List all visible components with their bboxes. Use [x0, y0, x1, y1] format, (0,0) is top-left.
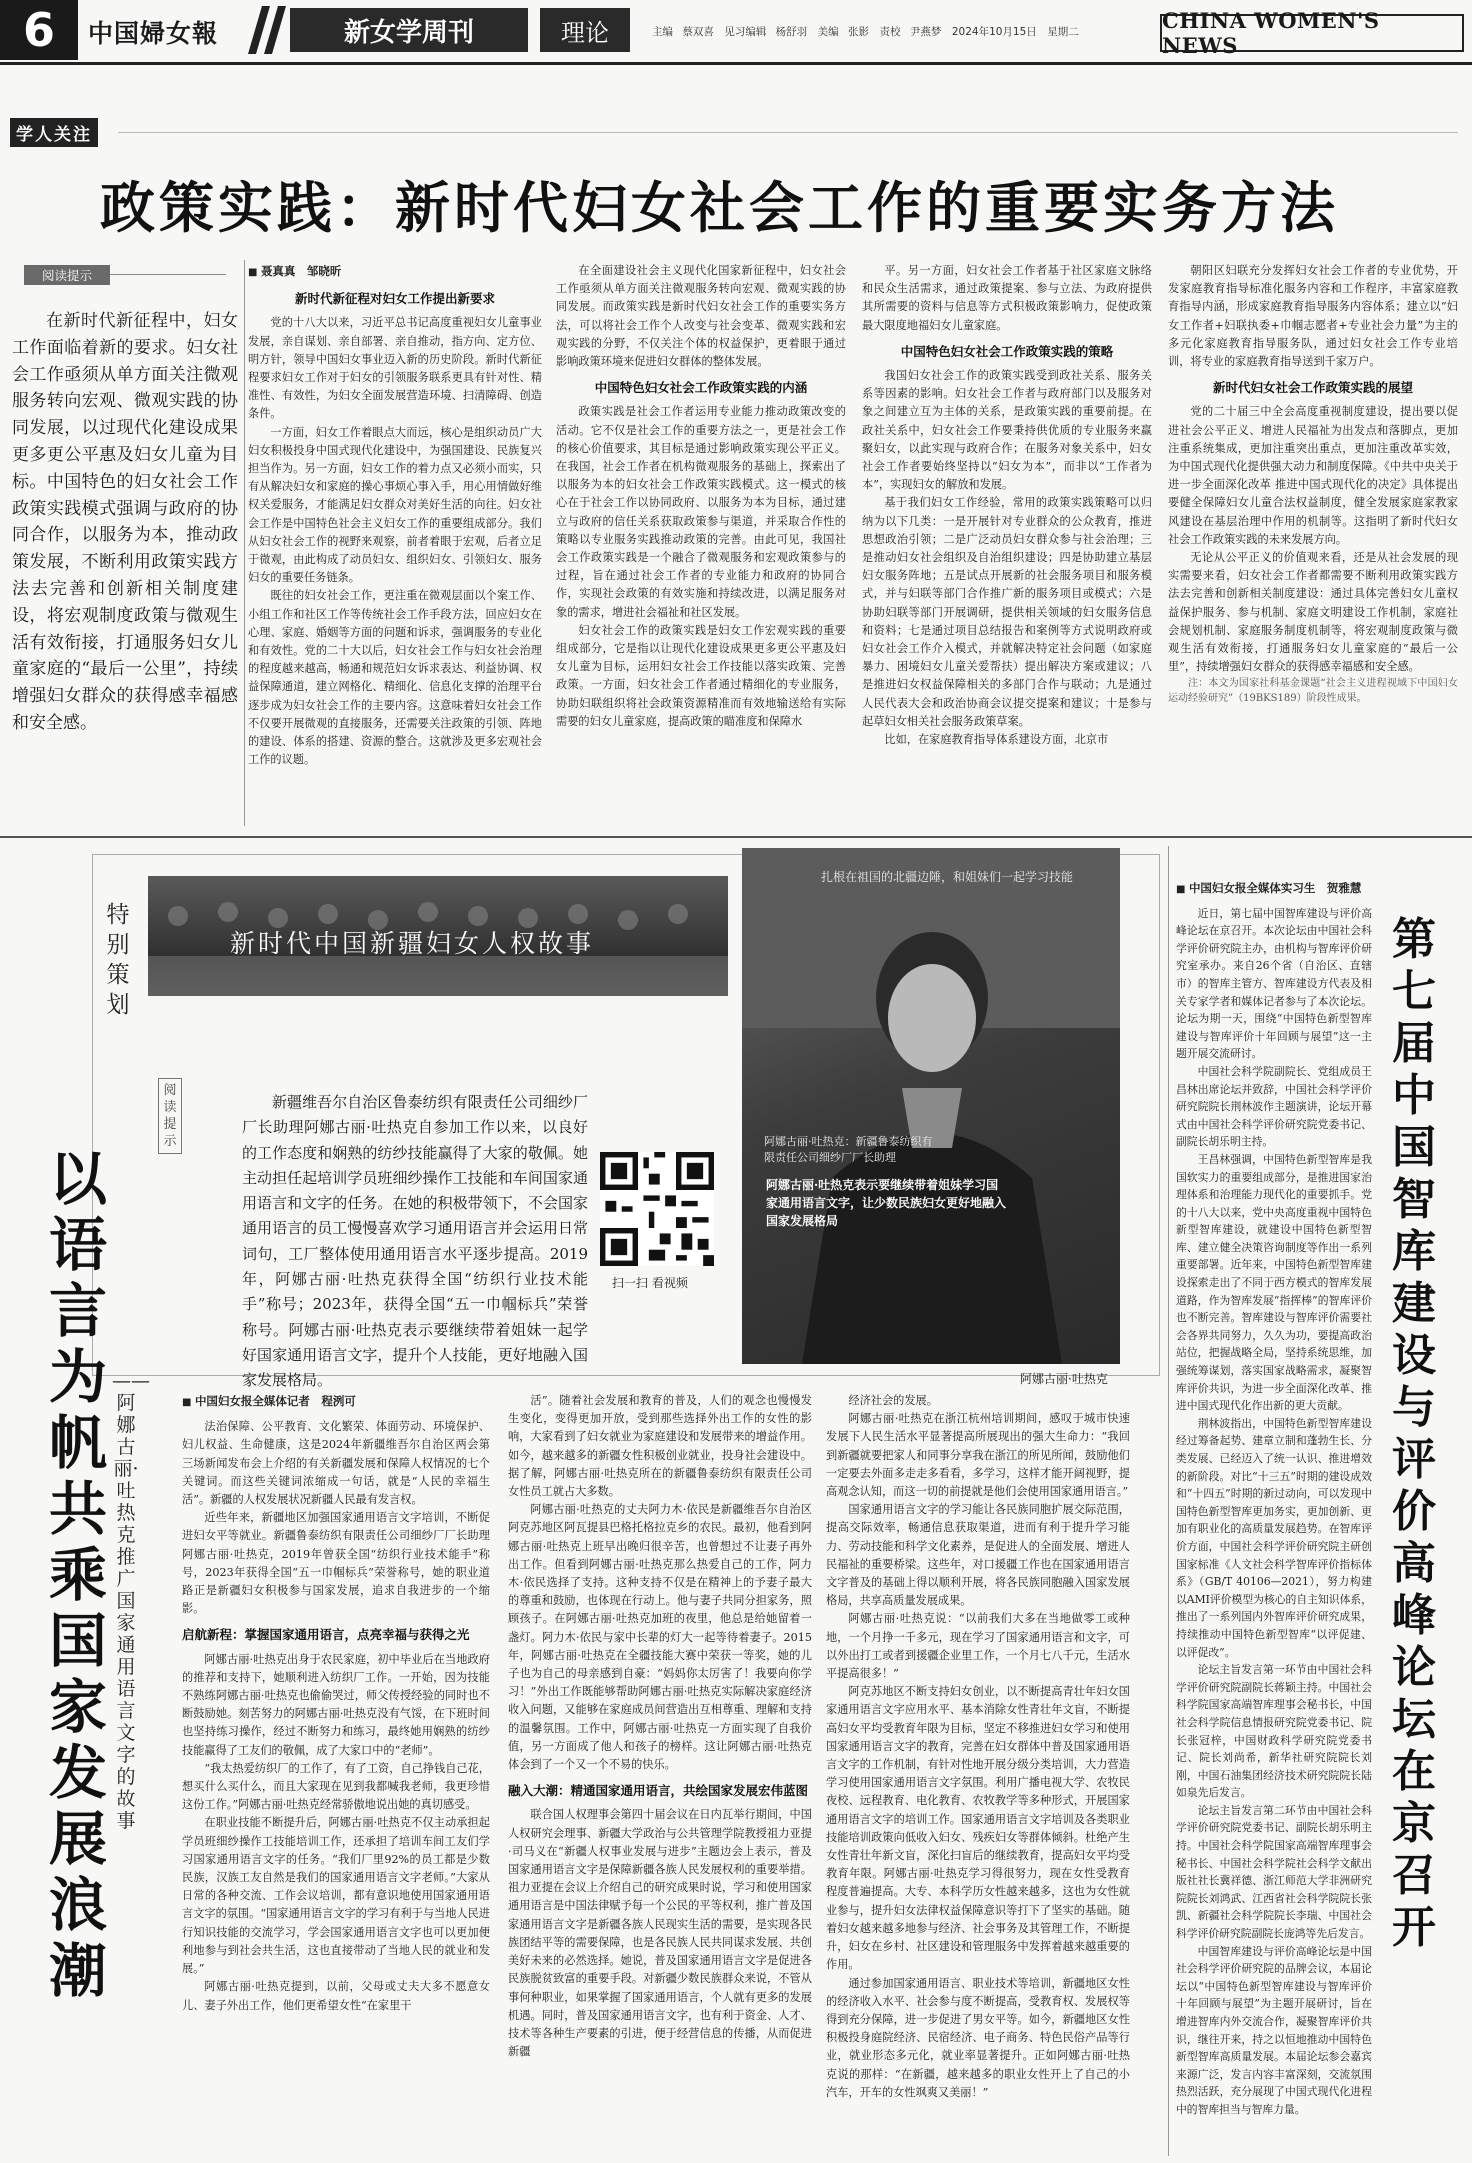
paragraph: 阿娜古丽·吐热克提到，以前，父母或丈夫大多不愿意女儿、妻子外出工作，他们更希望女性“在家里干: [182, 1980, 490, 2012]
main-column-2: [556, 262, 846, 830]
english-masthead: CHINA WOMEN'S NEWS: [1160, 14, 1464, 52]
main-article-title: 政策实践：新时代妇女社会工作的重要实务方法: [100, 175, 1340, 240]
column-label: 学人关注: [10, 118, 98, 147]
section-heading: 中国特色妇女社会工作政策实践的内涵: [594, 380, 808, 396]
paragraph: 在职业技能不断提升后，阿娜古丽·吐热克不仅主动承担起学员班细纱操作工技能培训工作，还承担了培训车间工友们学习国家通用语言文字的任务。“我们厂里92%的员工都是少数民族，汉族工友自然是我们的国家通用语言文字老师。”大家从日常的各种交流、工作会议培训，都有意识地使用国家通用语言文字的氛围。“国家通用语言文字的学习有利于与当地人民进行知识技能的交流学习，学会国家通用语言文字也可以更加便利地参与到社会共生活，这也直接带动了当地人民的就业和发展。”: [182, 1816, 490, 1976]
paragraph: 朝阳区妇联充分发挥妇女社会工作者的专业优势，开发家庭教育指导标准化服务内容和工作程序，丰富家庭教育指导内涵，形成家庭教育指导服务内容体系；建立以“妇女工作者+妇联执委+巾帼志愿者+专业社会力量”为主的多元化家庭教育指导服务队，通过妇女社会工作专业培训，将专业的家庭教育指导送到千家万户。: [1168, 264, 1458, 369]
paragraph: 经济社会的发展。: [848, 1394, 938, 1407]
feature-column-1: [182, 1392, 490, 2154]
paragraph: 无论从公平正义的价值观来看，还是从社会发展的现实需要来看，妇女社会工作者都需要不断利用政策实践方法去完善和创新相关制度建设：通过具体完善妇女儿童权益保护服务、参与机制、家庭文明建设工作机制，家庭社会规划机制、家庭服务制度机制等，将宏观制度政策与微观生活有效衔接，打通服务妇女儿童家庭的“最后一公里”，持续增强妇女群众的获得感幸福感和安全感。: [1168, 551, 1458, 674]
paragraph: 论坛主旨发言第二环节由中国社会科学评价研究院党委书记、副院长胡乐明主持。中国社会科学院国家高端智库理事会秘书长、中国社会科学院社会科学文献出版社社长冀祥德、浙江师范大学非洲研究院院长刘鸿武、江西省社会科学院院长张凯、新疆社会科学院院长李瑞、中国社会科学评价研究院副院长庞鸿等先后发言。: [1176, 1803, 1372, 1941]
header-rule: [0, 62, 1472, 65]
right-vertical-title: 第七届中国智库建设与评价高峰论坛在京召开: [1392, 914, 1436, 1953]
qr-caption: 扫一扫 看视频: [612, 1276, 688, 1290]
qr-code-icon[interactable]: [600, 1152, 714, 1266]
paragraph: 通过参加国家通用语言、职业技术等培训，新疆地区女性的经济收入水平、社会参与度不断提高，受教育权、发展权等得到充分保障，进一步促进了男女平等。如今，新疆地区女性积极投身庭院经济、民宿经济、电子商务、特色民俗产品等行业，就业形态多元化，就业率显著提升。正如阿娜古丽·吐热克说的那样：“在新疆，越来越多的职业女性开上了自己的小汽车，开车的女性飒爽又美丽！”: [826, 1976, 1130, 2099]
paragraph: 既往的妇女社会工作，更注重在微观层面以个案工作、小组工作和社区工作等传统社会工作手段方法，回应妇女在心理、家庭、婚姻等方面的问题和诉求，强调服务的专业化和有效性。党的二十大以后，妇女社会工作与妇女社会治理的程度越来越高，畅通和规范妇女诉求表达、利益协调、权益保障通道，建立网格化、精细化、信息化支撑的治理平台逐步成为妇女社会工作的主要内容。这意味着妇女社会工作不仅要开展微观的直接服务，还需要关注政策的引领、阵地的建设、体系的搭建、资源的整合。这就涉及更多宏观社会工作的议题。: [248, 589, 542, 767]
newspaper-logo: 中国婦女報: [88, 19, 219, 48]
paragraph: 阿娜古丽·吐热克的丈夫阿力木·依民是新疆维吾尔自治区阿克苏地区阿瓦提县巴格托格拉克乡的农民。最初，他看到阿娜古丽·吐热克上班早出晚归很辛苦，也曾想过不让妻子再外出工作。但看到阿娜古丽·吐热克那么热爱自己的工作，阿力木·依民选择了支持。这种支持不仅是在精神上的予妻子最大的尊重和鼓励，也体现在行动上。他与妻子共同分担家务，照顾孩子。在阿娜古丽·吐热克加班的夜里，他总是给她留着一盏灯。阿力木·依民与家中长辈的灯大一起等待着妻子。2015年，阿娜古丽·吐热克在全疆技能大赛中荣获一等奖，她的儿子也为自己的母亲感到自豪：“妈妈你太厉害了！我要向你学习！”外出工作既能够帮助阿娜古丽·吐热克实际解决家庭经济收入问题，又能够在家庭成员间营造出互相尊重、理解和支持的温馨氛围。工作中，阿娜古丽·吐热克一方面实现了自我价值，另一方面成了他人和孩子的榜样。这让阿娜古丽·吐热克体会到了一个又一个不易的快乐。: [508, 1503, 812, 1772]
paragraph: 政策实践是社会工作者运用专业能力推动政策改变的活动。它不仅是社会工作的重要方法之一，更是社会工作的核心价值要求，其目标是通过影响政策实现公平正义。在我国，社会工作者在机构微观服务的基础上，探索出了以服务为本的妇女社会工作政策实践模式。这一模式的核心在于社会工作以协同政府、以服务为本为目标，通过建立与政府的信任关系获取政策参与渠道，并采取合作性的策略以专业服务实践推动政策的完善。由此可见，我国社会工作政策实践是一个融合了微观服务和宏观政策参与的过程，旨在通过社会工作者的专业能力和政府的协同合作，实现社会政策的有效实施和持续改进，以满足服务对象的需求，增进社会福祉和社区发展。: [556, 405, 846, 619]
right-article-column: [1176, 880, 1372, 2156]
section-heading: 中国特色妇女社会工作政策实践的策略: [900, 343, 1114, 359]
editor-meta: 主编 蔡双喜 见习编辑 杨舒羽 美编 张影 责校 尹燕梦 2024年10月15日 星期二: [652, 26, 1079, 38]
lead-summary: 在新时代新征程中，妇女工作面临着新的要求。妇女社会工作亟须从单方面关注微观服务转向宏观、微观实践的协同发展，以过现代化建设成果更多更公平惠及妇女儿童为目标。中国特色的妇女社会工作政策实践模式强调与政府的协同合作，以服务为本，推动政策发展，不断利用政策实践方法去完善和创新相关制度建设，将宏观制度政策与微观生活有效衔接，打通服务妇女儿童家庭的“最后一公里”，持续增强妇女群众的获得感幸福感和安全感。: [12, 311, 238, 733]
main-column-4: [1168, 262, 1458, 830]
paragraph: 论坛主旨发言第一环节由中国社会科学评价研究院副院长蒋颖主持。中国社会科学院国家高端智库理事会秘书长，中国社会科学院信息情报研究院党委书记、院长张冠梓，中国财政科学研究院党委书记、院长刘尚希，新华社研究院院长刘刚，中国石油集团经济技术研究院院长陆如泉先后发言。: [1176, 1663, 1372, 1800]
column-divider: [1168, 846, 1169, 2156]
section-heading: 新时代新征程对妇女工作提出新要求: [294, 291, 495, 307]
paragraph: 联合国人权理事会第四十届会议在日内瓦举行期间，中国人权研究会理事、新疆大学政治与公共管理学院教授祖力亚提·司马义在“新疆人权事业发展与进步”主题边会上表示，普及国家通用语言文字是保障新疆各族人民发展权利的重要举措。祖力亚提在会议上介绍自己的研究成果时说，学习和使用国家通用语言是中国法律赋予每一个公民的平等权利，推广普及国家通用语言文字是新疆各族人民现实生活的需要，是实现各民族团结平等的需要保障，也是各民族人民共同谋求发展、共创美好未来的必然选择。她说，普及国家通用语言文字是促进各民族脱贫致富的重要手段。对新疆少数民族群众来说，不管从事何种职业，如果掌握了国家通用语言，个人就有更多的发展机遇。同时，普及国家通用语言文字，也有利于资金、人才、技术等各种生产要素的引进，便于经营信息的传播，从而促进新疆: [508, 1808, 812, 2059]
photo-caption: 阿娜古丽·吐热克: [1020, 1372, 1108, 1386]
feature-vertical-subtitle: ——阿娜古丽·吐热克推广国家通用语言文字的故事: [112, 1370, 150, 1832]
photo-text-bottom: 阿娜古丽·吐热克表示要继续带着姐妹学习国家通用语言文字，让少数民族妇女更好地融入国家发展格局: [766, 1178, 1007, 1228]
paragraph: 基于我们妇女工作经验，常用的政策实践策略可以归纳为以下几类：一是开展针对专业群众的公众教育，推进思想政治引领；二是广泛动员妇女群众参与社会治理；三是推动妇女社会组织及自治组织建设；四是协助建立基层妇女服务阵地；五是试点开展新的社会服务项目和服务模式，并与妇联等部门合作推广新的服务项目或模式；六是协助妇联等部门开展调研，提供相关领域的妇女服务信息和资料；七是通过项目总结报告和案例等方式说明政府或妇女社会工作介入模式，并就解决特定社会问题（如家庭暴力、困境妇女儿童关爱帮扶）提出解决方案或建议；八是推进妇女权益保障相关的多部门合作与联动；九是通过人民代表大会和政治协商会议提交提案和建议；十是参与起草妇女相关社会服务政策草案。: [862, 496, 1152, 728]
read-tag: 阅读提示: [158, 1078, 182, 1154]
main-column-3: [862, 262, 1152, 830]
paragraph: 阿克苏地区不断支持妇女创业，以不断提高青壮年妇女国家通用语言文字应用水平、基本消除女性青壮年文盲，不断提高妇女平均受教育年限为目标，坚定不移推进妇女学习和使用国家通用语言文字的教育，完善在妇女群体中普及国家通用语言文字的工作机制，有针对性地开展分级分类培训，大力营造学习使用国家通用语言文字氛围。利用广播电视大学、农牧民夜校、远程教育、电化教育、农牧教学等多种形式，开展国家通用语言文字的培训工作。国家通用语言文字培训及各类职业技能培训政策向低收入妇女、残疾妇女等群体倾斜。杜绝产生女性青壮年新文盲，深化扫盲后的继续教育，提高妇女平均受教育年限。阿娜古丽·吐热克学习得很努力，现在女性受教育程度普遍提高。大专、本科学历女性越来越多，这也为女性就业参与，提升妇女法律权益保障意识等打下了坚实的基础。随着妇女越来越多地参与经济、社会事务及其管理工作，不断提升，妇女在乡村、社区建设和管理服务中发挥着越来越重要的作用。: [826, 1685, 1130, 1972]
main-column-1: [248, 262, 542, 830]
paragraph: 中国智库建设与评价高峰论坛是中国社会科学评价研究院的品牌会议，本届论坛以“中国特色新型智库建设与智库评价十年回顾与展望”为主题开展研讨，旨在增进智库内外交流合作，凝聚智库评价共识，继往开来，持之以恒地推动中国特色新型智库高质量发展。本届论坛参会嘉宾来源广泛，发言内容丰富深刻，交流氛围热烈活跃，充分展现了中国式现代化进程中的智库担当与智库力量。: [1176, 1944, 1372, 2116]
paragraph: 王昌林强调，中国特色新型智库是我国软实力的重要组成部分，是推进国家治理体系和治理能力现代化的重要抓手。党的十八大以来，党中央高度重视中国特色新型智库建设，就建设中国特色新型智库、建立健全决策咨询制度等作出一系列重要部署。近年来，中国特色新型智库建设探索走出了不同于西方模式的智库发展道路，作为智库发展“指挥棒”的智库评价也不断完善。智库建设与智库评价需要社会各界共同努力，久久为功，要提高政治站位，把握战略全局，坚持系统思维，加强统筹谋划，落实国家战略需求，凝聚智库评价共识，为进一步全面深化改革、推进中国式现代化作出新的更大贡献。: [1176, 1152, 1372, 1413]
paragraph: 近日，第七届中国智库建设与评价高峰论坛在京召开。本次论坛由中国社会科学评价研究院主办，由机构与智库评价研究室承办。来自26个省（自治区、直辖市）的智库主管方、智库建设方代表及相关专家学者和媒体记者参与了本次论坛。论坛为期一天，围绕“中国特色新型智库建设与智库评价十年回顾与展望”这一主题开展交流研讨。: [1176, 906, 1372, 1061]
paragraph: 阿娜古丽·吐热克说：“以前我们大多在当地做零工或种地，一个月挣一千多元，现在学习了国家通用语言和文字，可以外出打工或者到援疆企业里工作，一个月七八千元，生活水平提高很多！”: [826, 1612, 1130, 1681]
column-divider: [244, 260, 245, 826]
paragraph: 国家通用语言文字的学习能让各民族同胞扩展交际范围，提高交际效率，畅通信息获取渠道，进而有利于提升学习能力、劳动技能和科学文化素养，是促进人的全面发展、增进人民福祉的重要桥梁。这些年，对口援疆工作也在国家通用语言文字普及的基础上得以顺利开展，将各民族同胞融入国家发展格局，共享高质量发展成果。: [826, 1503, 1130, 1608]
lead-tag: 阅读提示: [24, 265, 110, 285]
section-heading: 融入大潮：精通国家通用语言，共绘国家发展宏伟蓝图: [508, 1783, 809, 1799]
paragraph: 妇女社会工作的政策实践是妇女工作宏观实践的重要组成部分，它是指以让现代化建设成果更多更公平惠及妇女儿童为目标，运用妇女社会工作技能以落实政策、完善政策。一方面，妇女社会工作者通过精细化的专业服务，协助妇联组织将社会政策资源精准而有效地输送给有实际需要的妇女儿童家庭，提高政策的瞄准度和保障水: [556, 623, 846, 728]
paragraph: 近些年来，新疆地区加强国家通用语言文字培训，不断促进妇女平等就业。新疆鲁泰纺织有限责任公司细纱厂厂长助理阿娜古丽·吐热克，2019年曾获全国“纺织行业技术能手”称号，2023年获得全国“五一巾帼标兵”荣誉称号，她的职业道路正是新疆妇女积极参与国家发展，追求自我进步的一个缩影。: [182, 1511, 490, 1616]
paragraph: 阿娜古丽·吐热克出身于农民家庭，初中毕业后在当地政府的推荐和支持下，她顺利进入纺织厂工作。一开始，因为技能不熟练阿娜古丽·吐热克也偷偷哭过，师父传授经验的同时也不断鼓励她。刻苦努力的阿娜古丽·吐热克没有气馁，在下班时间也坚持练习操作，经过不断努力和练习，最终她用娴熟的纺纱技能赢得了工友们的敬佩，成了大家口中的“老师”。: [182, 1652, 490, 1757]
special-intro: 新疆维吾尔自治区鲁泰纺织有限责任公司细纱厂厂长助理阿娜古丽·吐热克自参加工作以来，以良好的工作态度和娴熟的纺纱技能赢得了大家的敬佩。她主动担任起培训学员班细纱操作工技能和车间国家通用语言和文字的任务。在她的积极带领下，不会国家通用语言的员工慢慢喜欢学习通用语言并会运用日常词句，工厂整体使用通用语言水平逐步提高。2019年，阿娜古丽·吐热克获得全国“纺织行业技术能手”称号；2023年，获得全国“五一巾帼标兵”荣誉称号。阿娜古丽·吐热克表示要继续带着姐妹一起学好国家通用语言文字，提升个人技能，更好地融入国家发展格局。: [242, 1093, 588, 1390]
paragraph: 我国妇女社会工作的政策实践受到政社关系、服务关系等因素的影响。妇女社会工作者与政府部门以及服务对象之间建立互为主体的关系，是政策实践的重要前提。在政社关系中，妇女社会工作要秉持供优质的专业服务来赢聚妇女，以此实现与政府合作；在服务对象关系中，妇女社会工作者要始终坚持以“妇女为本”，而非以“工作者为本”，实现妇女的解放和发展。: [862, 369, 1152, 492]
paragraph: “我太热爱纺织厂的工作了，有了工资，自己挣钱自己花，想买什么买什么，而且大家现在见到我都喊我老师，我更珍惜这份工作。”阿娜古丽·吐热克经常骄傲地说出她的真切感受。: [182, 1761, 490, 1812]
section-divider: [0, 836, 1472, 838]
feature-column-3: [826, 1392, 1130, 2154]
right-byline: ■ 中国妇女报全媒体实习生 贺雅慧: [1176, 880, 1372, 899]
feature-vertical-title: 以语言为帆 共乘国家发展浪潮: [48, 1145, 107, 2005]
page-number: 6: [0, 0, 78, 60]
footnote: 注：本文为国家社科基金课题“社会主义进程视域下中国妇女运动经验研究”（19BKS189）阶段性成果。: [1168, 678, 1458, 705]
paragraph: 党的二十届三中全会高度重视制度建设，提出要以促进社会公平正义、增进人民福祉为出发点和落脚点，更加注重系统集成，更加注重突出重点，更加注重改革实效，为中国式现代化提供强大动力和制度保障。《中共中央关于进一步全面深化改革 推进中国式现代化的决定》具体提出要健全保障妇女儿童合法权益制度，健全发展家庭家教家风建设在基层治理中作用的机制等。这指明了新时代妇女社会工作政策实践的未来发展方向。: [1168, 405, 1458, 546]
feature-column-2: [508, 1392, 812, 2154]
column-rule: [118, 132, 1458, 133]
paragraph: 平。另一方面，妇女社会工作者基于社区家庭文脉络和民众生活需求，通过政策提案、参与立法、为政府提供其所需要的资料与信息等方式积极政策影响力，促使政策最大限度地福妇女儿童家庭。: [862, 264, 1152, 332]
woman-portrait-icon: [742, 848, 1120, 1364]
weekly-banner: 新女学周刊: [290, 8, 528, 52]
paragraph: 法治保障、公平教育、文化繁荣、体面劳动、环境保护、妇儿权益、生命健康，这是2024年新疆维吾尔自治区两会第三场新闻发布会上介绍的有关新疆发展和保障人权情况的七个关键词。而这些关键词浓缩成一句话，就是“人民的幸福生活”。新疆的人权发展状况新疆人民最有发言权。: [182, 1420, 490, 1507]
paragraph: 党的十八大以来，习近平总书记高度重视妇女儿童事业发展，亲自谋划、亲自部署、亲自推动，指方向、定方位、明方针，领导中国妇女事业迈入新的历史阶段。新时代新征程要求妇女工作对于妇女的引领服务联系更具有针对性、精准性、有效性，为妇女全面发展营造环境、扫清障碍、创造条件。: [248, 316, 542, 421]
section-heading: 启航新程：掌握国家通用语言，点亮幸福与获得之光: [182, 1627, 470, 1643]
paragraph: 阿娜古丽·吐热克在浙江杭州培训期间，感叹于城市快速发展下人民生活水平显著提高所展现出的强大生命力：“我回到新疆就要把家人和同事分享我在浙江的所见所闻，鼓励他们一定要去外面多走走多看看，多学习，这样才能开阔视野，提高观念认知，而这一切的前提就是他们会使用国家通用语言。”: [826, 1412, 1130, 1499]
banner-title: 新时代中国新疆妇女人权故事: [230, 929, 595, 958]
paragraph: 比如，在家庭教育指导体系建设方面，北京市: [884, 733, 1109, 747]
section-label: 理论: [540, 8, 630, 52]
feature-byline: ■ 中国妇女报全媒体记者 程洌可: [182, 1392, 490, 1412]
paragraph: 中国社会科学院副院长、党组成员王昌林出席论坛并致辞，中国社会科学评价研究院院长荆林波作主题演讲，论坛开幕式由中国社会科学评价研究院党委书记、副院长胡乐明主持。: [1176, 1064, 1372, 1149]
paragraph: 荆林波指出，中国特色新型智库建设经过筹备起势、建章立制和蓬勃生长、分类发展、已经迈入了统一认识、推进增效的新阶段。对比“十三五”时期的建设成效和“十四五”时期的新过动向，可以发现中国特色新型智库更加务实，更加创新、更加有职业化的高质量发展趋势。在智库评价方面，中国社会科学评价研究院主研创国家标准《人文社会科学智库评价指标体系》（GB/T 40106—2021），努力构建以AMI评价模型为核心的自主知识体系，推出了一系列国内外智库评价研究成果，持续推动中国特色新型智库“以评促建、以评促改”。: [1176, 1416, 1372, 1659]
lead-tag-rule: [110, 274, 226, 275]
slash-decoration-icon: [248, 6, 288, 54]
photo-text-mid: 阿娜古丽·吐热克：新疆鲁泰纺织有限责任公司细纱厂厂长助理: [764, 1135, 933, 1164]
main-byline: ■ 聂真真 邹晓昕: [248, 262, 542, 282]
section-heading: 新时代妇女社会工作政策实践的展望: [1212, 380, 1413, 396]
special-label: 特别策划: [106, 902, 130, 1018]
photo-text-top: 扎根在祖国的北疆边陲，和姐妹们一起学习技能: [820, 870, 1073, 884]
portrait-photo: [742, 848, 1120, 1364]
paragraph: 在全面建设社会主义现代化国家新征程中，妇女社会工作亟须从单方面关注微观服务转向宏观、微观实践的协同发展。而政策实践是新时代妇女社会工作的重要实务方法，可以将社会工作个人改变与社会变革、微观实践和宏观实践的分野，不仅关注个体的权益保护，更着眼于通过影响政策环境来促进妇女群体的整体发展。: [556, 264, 846, 369]
paragraph: 活”。随着社会发展和教育的普及，人们的观念也慢慢发生变化，变得更加开放，受到那些选择外出工作的女性的影响，大家看到了妇女就业为家庭建设和发展带来的增益作用。如今，越来越多的新疆女性积极创业就业，投身社会建设中。据了解，阿娜古丽·吐热克所在的新疆鲁泰纺织有限责任公司女性员工就占大多数。: [508, 1394, 812, 1499]
paragraph: 一方面，妇女工作着眼点大而远，核心是组织动员广大妇女积极投身中国式现代化建设中，为强国建设、民族复兴担当作为。另一方面，妇女工作的着力点又必须小而实，只有从解决妇女和家庭的操心事烦心事入手，用心用情做好维权关爱服务，才能满足妇女群众对美好生活的向往。妇女社会工作是中国特色社会主义妇女工作的重要组成部分。我们从妇女社会工作的视野来观察，前者着眼于宏观，后者立足于微观，由此构成了动员妇女、组织妇女、引领妇女、服务妇女的重要任务链条。: [248, 425, 542, 585]
